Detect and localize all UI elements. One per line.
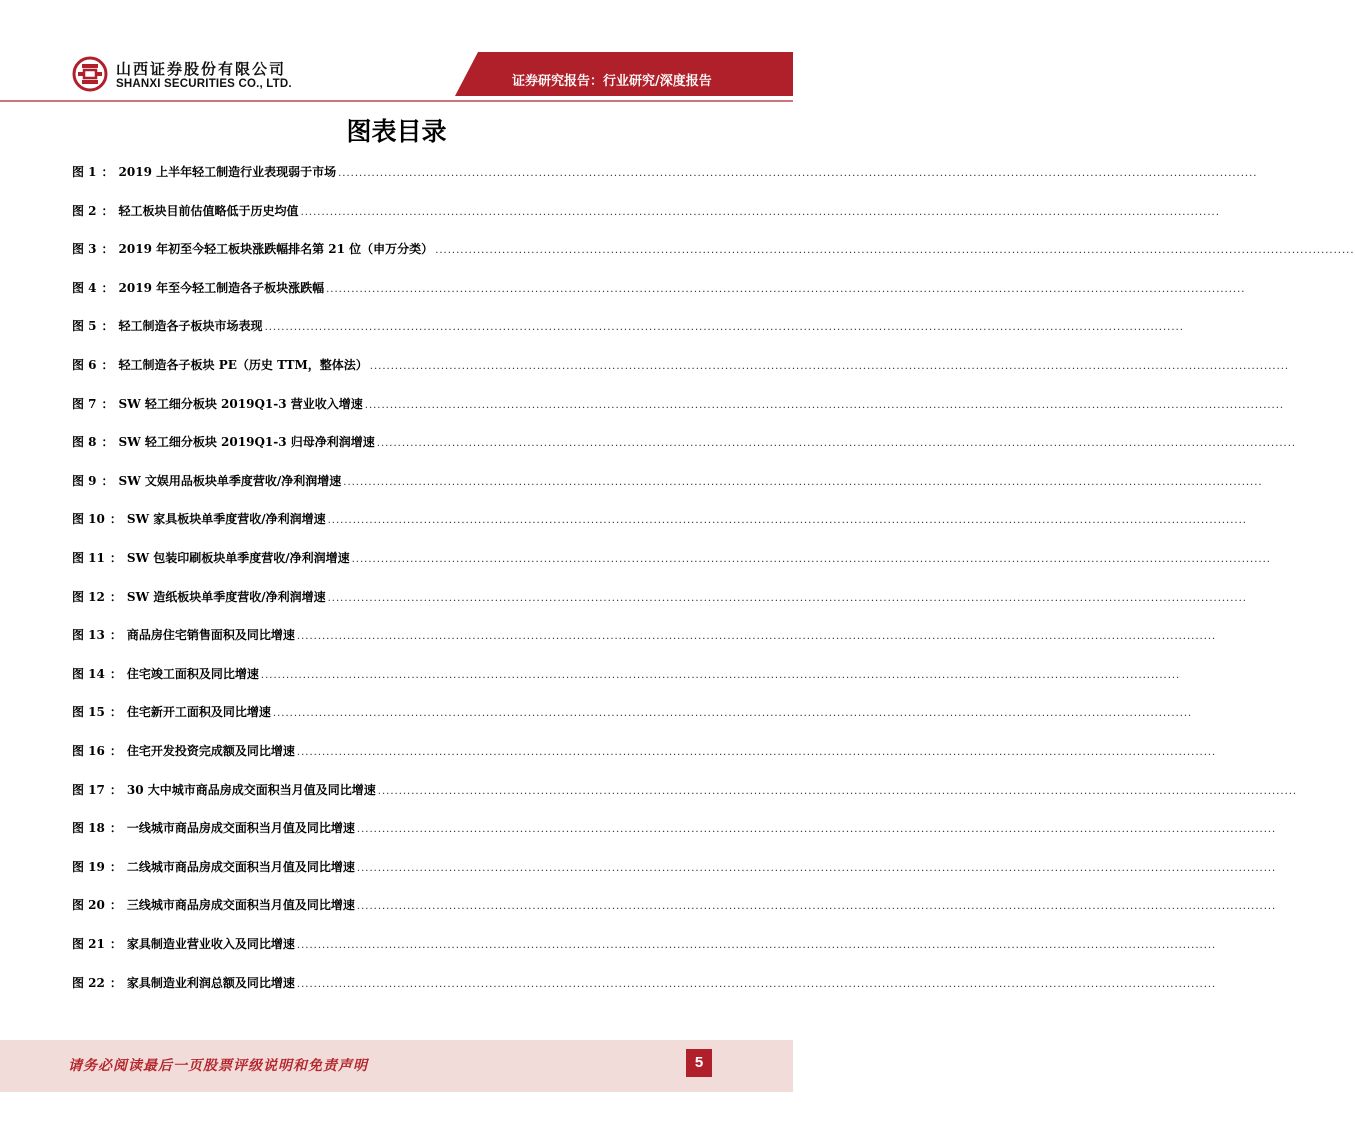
dot-leader: ............................................................................................................................................................................................................................ [377, 785, 1298, 797]
dot-leader: ............................................................................................................................................................................................................................ [356, 901, 1277, 913]
figure-separator: ： [101, 242, 114, 257]
toc-entry[interactable] [72, 781, 1298, 801]
toc-entry[interactable] [72, 279, 1246, 299]
toc-entry[interactable] [72, 819, 1277, 839]
toc-entry[interactable] [72, 510, 1247, 530]
figure-title: SW 造纸板块单季度营收/净利润增速 [126, 589, 326, 604]
report-type-label: 证券研究报告：行业研究/深度报告 [512, 74, 712, 89]
figure-number: 图 10 [72, 512, 105, 527]
figure-title: 住宅开发投资完成额及同比增速 [126, 744, 295, 758]
figure-title: SW 轻工细分板块 2019Q1-3 营业收入增速 [118, 396, 363, 411]
dot-leader: ............................................................................................................................................................................................................................ [296, 631, 1217, 643]
dot-leader: ............................................................................................................................................................................................................................ [300, 206, 1220, 218]
figure-separator: ： [101, 435, 114, 450]
dot-leader: ............................................................................................................................................................................................................................ [356, 862, 1277, 874]
figure-number: 图 9 [72, 473, 97, 488]
figure-number: 图 5 [72, 319, 97, 334]
figure-separator: ： [109, 821, 122, 836]
dot-leader: ............................................................................................................................................................................................................................ [327, 592, 1247, 604]
page-title: 图表目录 [346, 117, 447, 146]
figure-number: 图 12 [72, 589, 105, 604]
figure-number: 图 11 [72, 551, 105, 565]
figure-title: 30 大中城市商品房成交面积当月值及同比增速 [126, 782, 376, 797]
figure-number: 图 18 [72, 821, 105, 836]
toc-entry[interactable] [72, 858, 1277, 878]
page-header [0, 0, 793, 110]
figure-title: 轻工板块目前估值略低于历史均值 [118, 203, 299, 218]
figure-separator: ： [109, 628, 122, 643]
figure-separator: ： [101, 473, 114, 488]
figure-number: 图 17 [72, 782, 105, 797]
figure-separator: ： [109, 898, 122, 913]
figure-title: 2019 年初至今轻工板块涨跌幅排名第 21 位（申万分类） [118, 242, 434, 257]
figure-separator: ： [101, 319, 114, 334]
figure-title: 三线城市商品房成交面积当月值及同比增速 [126, 898, 355, 913]
figure-title: 二线城市商品房成交面积当月值及同比增速 [126, 859, 355, 874]
figure-separator: ： [101, 203, 114, 218]
company-name-cn: 山西证券股份有限公司 [116, 60, 287, 78]
toc-entry[interactable] [72, 549, 1271, 569]
figure-number: 图 7 [72, 396, 97, 411]
figure-title: 2019 年至今轻工制造各子板块涨跌幅 [118, 280, 325, 295]
figure-title: SW 包装印刷板块单季度营收/净利润增速 [126, 551, 350, 565]
toc-entry[interactable] [72, 665, 1181, 685]
figure-separator: ： [109, 589, 122, 604]
dot-leader: ............................................................................................................................................................................................................................ [327, 515, 1247, 527]
toc-entry[interactable] [72, 896, 1277, 916]
figure-separator: ： [109, 744, 122, 758]
figure-number: 图 14 [72, 666, 105, 681]
toc-entry[interactable] [72, 588, 1247, 608]
figure-separator: ： [109, 937, 122, 951]
figure-separator: ： [109, 705, 122, 720]
dot-leader: ............................................................................................................................................................................................................................ [296, 940, 1217, 951]
toc-entry[interactable] [72, 395, 1285, 415]
toc-entry[interactable] [72, 626, 1217, 646]
toc-entry[interactable] [72, 974, 1217, 994]
figure-number: 图 3 [72, 242, 97, 257]
figure-separator: ： [101, 165, 114, 179]
figure-separator: ： [109, 975, 122, 990]
toc-entry[interactable] [72, 472, 1263, 492]
figure-title: SW 轻工细分板块 2019Q1-3 归母净利润增速 [118, 435, 375, 450]
figure-separator: ： [101, 280, 114, 295]
company-name-en: SHANXI SECURITIES CO., LTD. [116, 78, 292, 90]
toc-entry[interactable] [72, 433, 1297, 453]
dot-leader: ............................................................................................................................................................................................................................ [369, 361, 1290, 372]
figure-number: 图 16 [72, 744, 105, 758]
figure-number: 图 22 [72, 975, 105, 990]
figure-title: 轻工制造各子板块 PE（历史 TTM，整体法） [118, 358, 368, 372]
dot-leader: ............................................................................................................................................................................................................................ [343, 476, 1263, 488]
dot-leader: ............................................................................................................................................................................................................................ [338, 168, 1258, 179]
figure-number: 图 1 [72, 165, 97, 179]
dot-leader: ............................................................................................................................................................................................................................ [351, 554, 1271, 565]
figure-separator: ： [101, 358, 114, 372]
dot-leader: ............................................................................................................................................................................................................................ [272, 708, 1193, 720]
dot-leader: ............................................................................................................................................................................................................................ [326, 283, 1246, 295]
dot-leader: ............................................................................................................................................................................................................................ [364, 399, 1285, 411]
figure-title: 一线城市商品房成交面积当月值及同比增速 [126, 821, 355, 836]
figure-number: 图 4 [72, 280, 97, 295]
figure-separator: ： [101, 396, 114, 411]
figure-number: 图 8 [72, 435, 97, 450]
dot-leader: ............................................................................................................................................................................................................................ [376, 438, 1297, 450]
figure-title: 家具制造业利润总额及同比增速 [126, 975, 295, 990]
dot-leader: ............................................................................................................................................................................................................................ [435, 245, 1355, 257]
toc-entry[interactable] [72, 935, 1217, 955]
figure-separator: ： [109, 666, 122, 681]
toc-entry[interactable] [72, 356, 1290, 376]
figure-number: 图 15 [72, 705, 105, 720]
figure-number: 图 2 [72, 203, 97, 218]
figure-separator: ： [109, 859, 122, 874]
figure-separator: ： [109, 512, 122, 527]
figure-number: 图 20 [72, 898, 105, 913]
figure-separator: ： [109, 782, 122, 797]
toc-entry[interactable] [72, 317, 1184, 337]
dot-leader: ............................................................................................................................................................................................................................ [296, 978, 1217, 990]
dot-leader: ............................................................................................................................................................................................................................ [264, 322, 1184, 334]
figure-number: 图 13 [72, 628, 105, 643]
figure-title: 住宅新开工面积及同比增速 [126, 705, 271, 720]
figure-title: 2019 上半年轻工制造行业表现弱于市场 [118, 165, 337, 179]
figure-title: 住宅竣工面积及同比增速 [126, 666, 259, 681]
figure-title: 商品房住宅销售面积及同比增速 [126, 628, 295, 643]
figure-title: SW 家具板块单季度营收/净利润增速 [126, 512, 326, 527]
toc-entry[interactable] [72, 240, 1355, 260]
figure-number: 图 19 [72, 859, 105, 874]
page-number: 5 [686, 1049, 712, 1077]
figure-title: 家具制造业营业收入及同比增速 [126, 937, 295, 951]
figure-title: 轻工制造各子板块市场表现 [118, 319, 263, 334]
toc-entry[interactable] [72, 742, 1217, 762]
figure-separator: ： [109, 551, 122, 565]
figure-number: 图 6 [72, 358, 97, 372]
dot-leader: ............................................................................................................................................................................................................................ [356, 824, 1277, 836]
toc-entry[interactable] [72, 202, 1220, 222]
dot-leader: ............................................................................................................................................................................................................................ [296, 747, 1217, 758]
figure-number: 图 21 [72, 937, 105, 951]
toc-entry[interactable] [72, 703, 1193, 723]
figure-title: SW 文娱用品板块单季度营收/净利润增速 [118, 473, 342, 488]
toc-entry[interactable] [72, 163, 1258, 183]
disclaimer-notice: 请务必阅读最后一页股票评级说明和免责声明 [68, 1058, 368, 1074]
dot-leader: ............................................................................................................................................................................................................................ [260, 669, 1181, 681]
